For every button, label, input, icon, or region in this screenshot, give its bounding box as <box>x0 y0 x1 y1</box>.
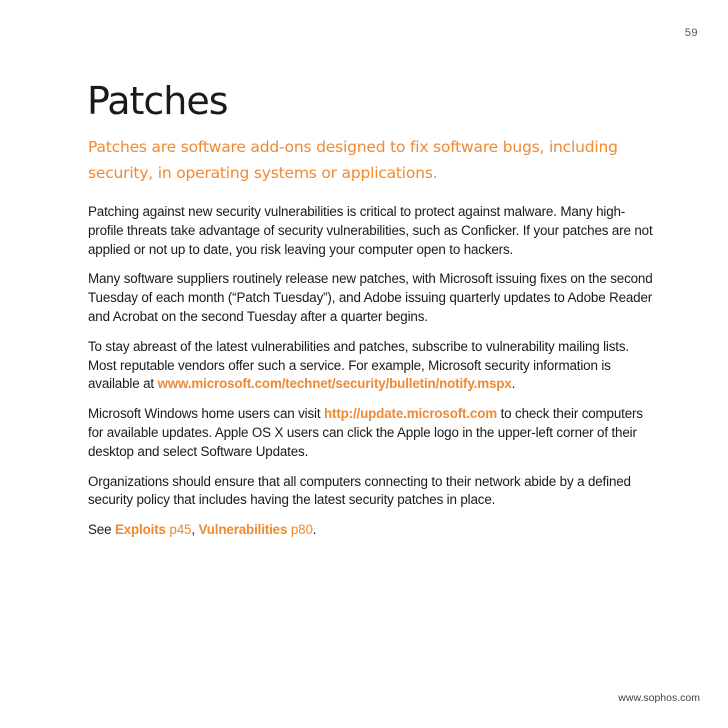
page-title: Patches <box>87 79 228 123</box>
paragraph-3-text: To stay abreast of the latest vulnerabilities and patches, subscribe to vulnerability mailing lists. Most reputable vendors offer such a service. For example, Microsoft security information is available at <box>88 338 629 392</box>
see-also-prefix: See <box>88 522 115 538</box>
body-text <box>88 203 658 551</box>
paragraph-1: Patching against new security vulnerabilities is critical to protect against malware. Many high-profile threats take advantage of security vulnerabilities, such as Conficker. If your patches are not applied or not up to date, you risk leaving your computer open to hackers. <box>88 204 653 257</box>
paragraph-3 <box>88 338 658 394</box>
paragraph-3-end: . <box>511 376 516 392</box>
exploits-reference-link[interactable]: Exploits <box>114 522 166 538</box>
see-also <box>88 521 658 540</box>
see-also-suffix: . <box>312 522 317 538</box>
paragraph-4-text: Microsoft Windows home users can visit <box>88 406 324 422</box>
exploits-page-ref: p45 <box>169 522 192 538</box>
paragraph-5: Organizations should ensure that all computers connecting to their network abide by a defined security policy that includes having the latest security patches in place. <box>88 473 631 508</box>
paragraph-4 <box>88 405 658 461</box>
page-number: 59 <box>684 27 698 39</box>
microsoft-notify-link[interactable]: www.microsoft.com/technet/security/bulletin/notify.mspx <box>157 376 512 392</box>
see-also-separator: , <box>191 522 199 538</box>
paragraph-4-end: to check their computers for available updates. Apple OS X users can click the Apple logo in the upper-left corner of their desktop and select Software Updates. <box>88 406 643 459</box>
lead-paragraph: Patches are software add-ons designed to fix software bugs, including security, in operating systems or applications. <box>88 138 618 182</box>
microsoft-update-link[interactable]: http://update.microsoft.com <box>324 406 498 422</box>
paragraph-2: Many software suppliers routinely release new patches, with Microsoft issuing fixes on the second Tuesday of each month (“Patch Tuesday”), and Adobe issuing quarterly updates to Adobe Reader and Acrobat on the second Tuesday after a quarter begins. <box>88 271 653 324</box>
footer-url: www.sophos.com <box>618 692 700 704</box>
vulnerabilities-page-ref: p80 <box>290 522 313 538</box>
vulnerabilities-reference-link[interactable]: Vulnerabilities <box>198 522 288 538</box>
